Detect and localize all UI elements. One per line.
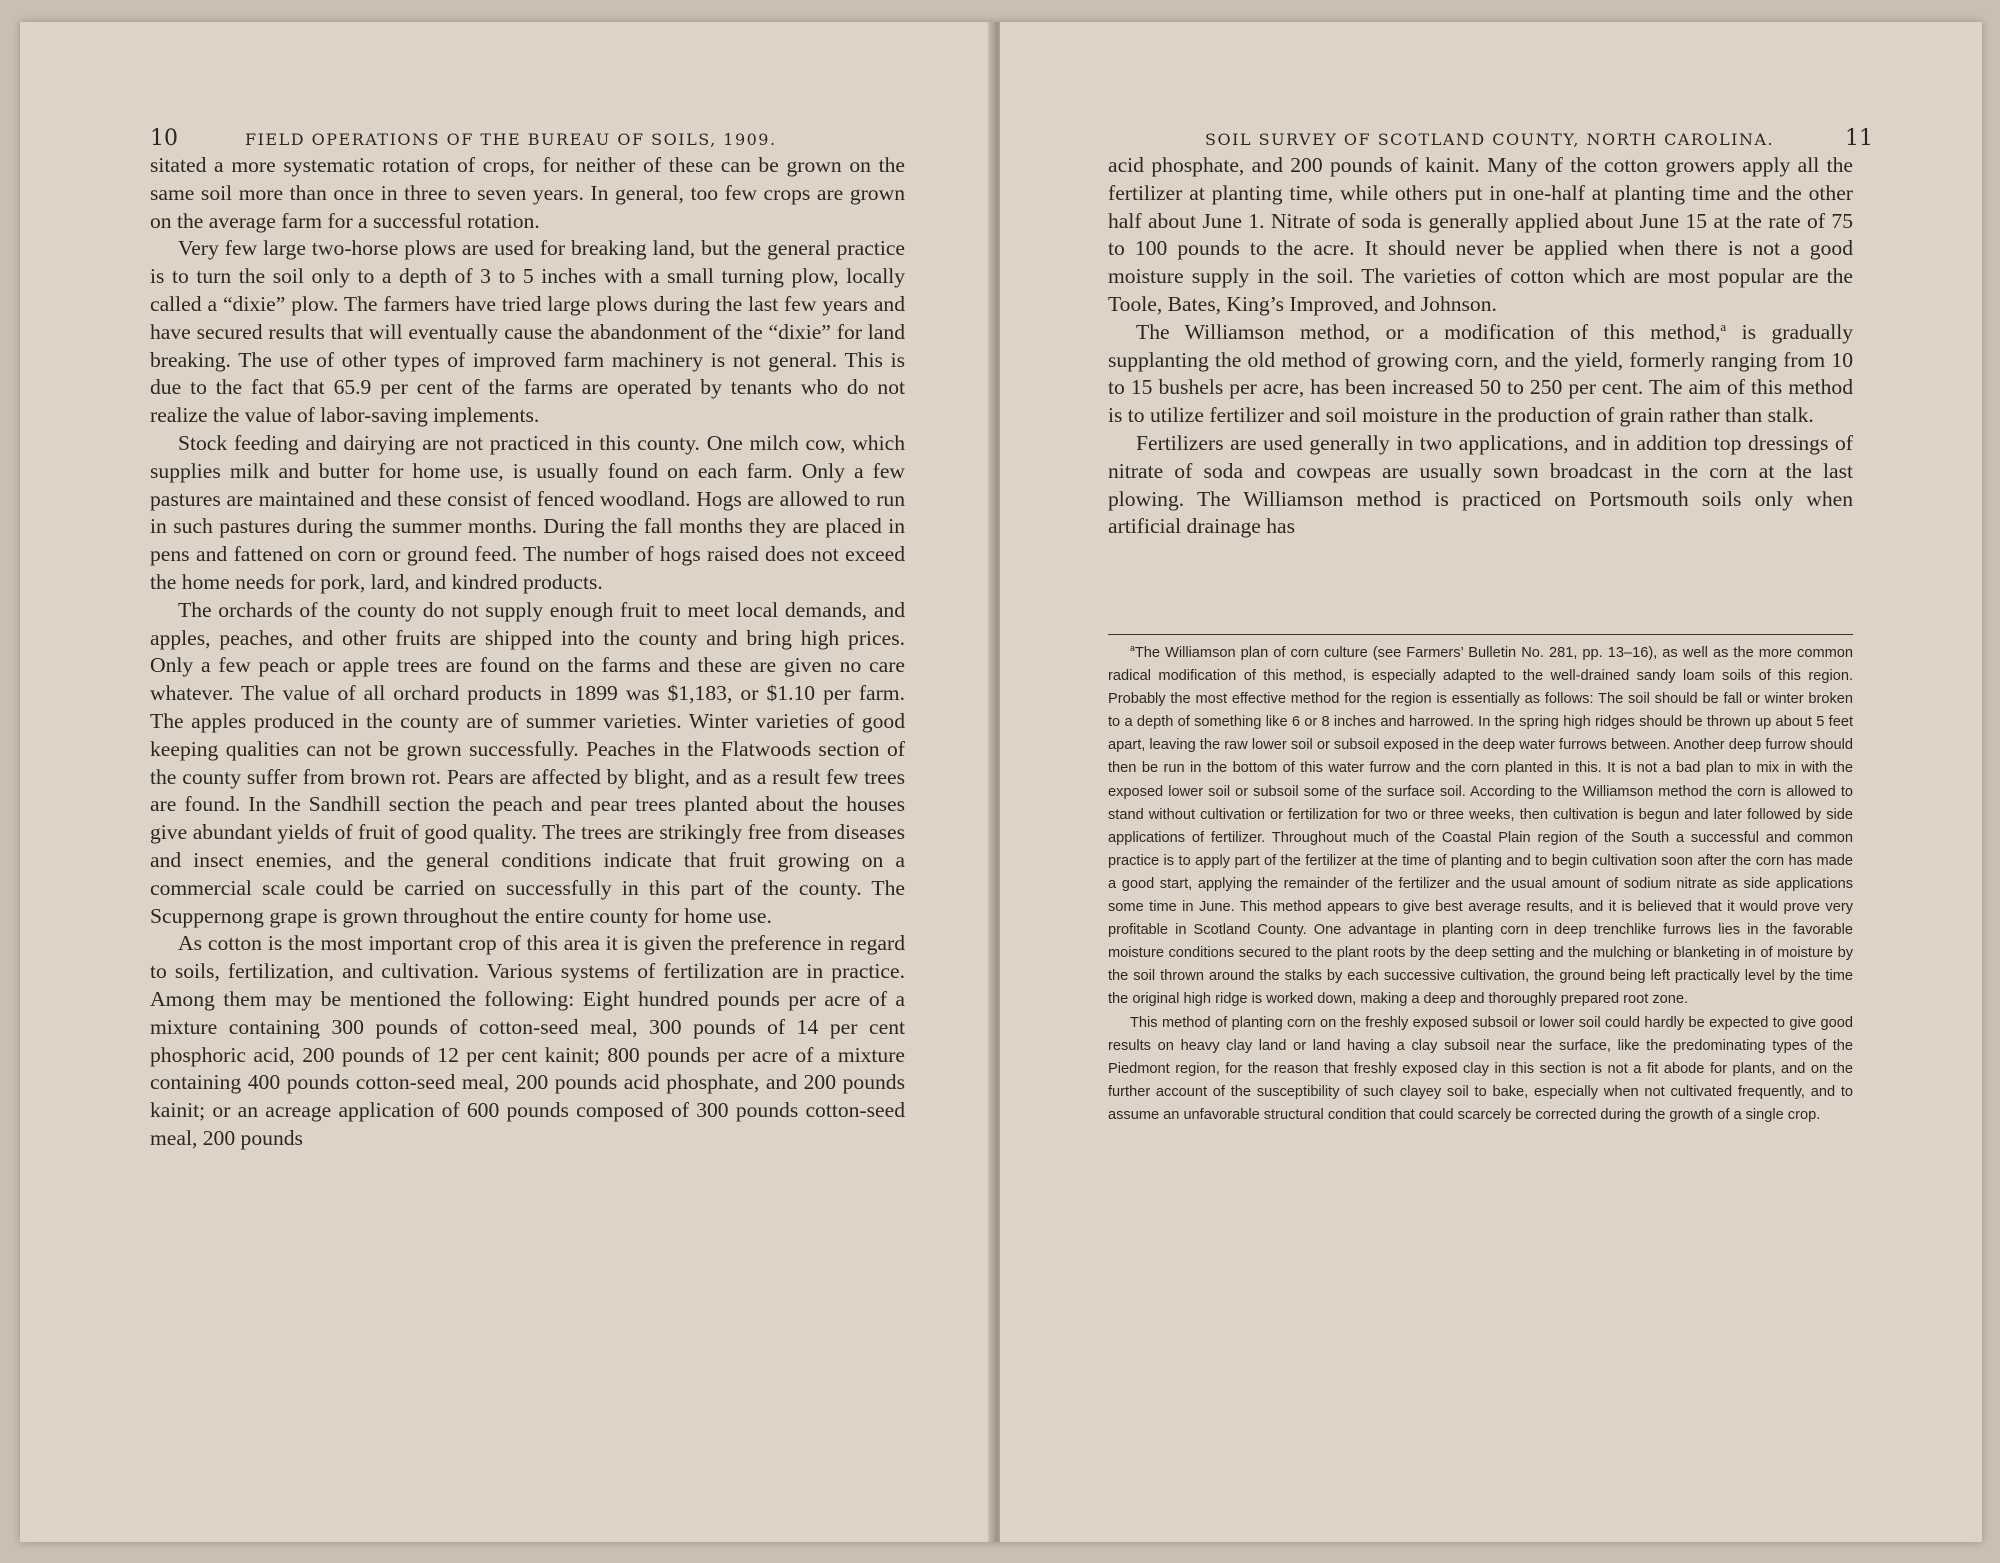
left-paragraph-2: Very few large two-horse plows are used for breaking land, but the general practice is to turn the soil only to a depth of 3 to 5 inches with a small turning plow, locally called a “dixie” plow. The farmers have tried large plows during the last few years and have secured results that will eventually cause the abandonment of the “dixie” for land breaking. The use of other types of improved farm machinery is not general. This is due to the fact that 65.9 per cent of the farms are operated by tenants who do not realize the value of labor-saving implements. (150, 236, 905, 428)
left-page-number: 10 (150, 126, 178, 151)
right-page-body (1108, 152, 1853, 541)
footnote-paragraph-1 (1108, 642, 1853, 1012)
left-paragraph-4: The orchards of the county do not supply enough fruit to meet local demands, and apples, peaches, and other fruits are shipped into the county and bring high prices. Only a few peach or apple trees are found on the farms and these are given no care whatever. The value of all orchard products in 1899 was $1,183, or $1.10 per farm. The apples produced in the county are of summer varieties. Winter varieties of good keeping qualities can not be grown successfully. Peaches in the Flatwoods section of the county suffer from brown rot. Pears are affected by blight, and as a result few trees are found. In the Sandhill section the peach and pear trees planted about the houses give abundant yields of fruit of good quality. The trees are strikingly free from diseases and insect enemies, and the general conditions indicate that fruit growing on a commercial scale could be carried on successfully in this part of the county. The Scuppernong grape is grown throughout the entire county for home use. (150, 597, 905, 928)
left-paragraph-3: Stock feeding and dairying are not practiced in this county. One milch cow, which supplies milk and butter for home use, is usually found on each farm. Only a few pastures are maintained and these consist of fenced woodland. Hogs are allowed to run in such pastures during the summer months. During the fall months they are placed in pens and fattened on corn or ground feed. The number of hogs raised does not exceed the home needs for pork, lard, and kindred products. (150, 430, 905, 594)
book-spread (20, 22, 1982, 1542)
left-page (20, 22, 996, 1542)
right-paragraph-3: Fertilizers are used generally in two applications, and in addition top dressings of nitrate of soda and cowpeas are usually sown broadcast in the corn at the last plowing. The Williamson method is practiced on Portsmouth soils only when artificial drainage has (1108, 430, 1853, 539)
footnote-marker: a (1130, 643, 1135, 654)
left-paragraph-5: As cotton is the most important crop of this area it is given the preference in regard to soils, fertilization, and cultivation. Various systems of fertilization are in practice. Among them may be mentioned the following: Eight hundred pounds per acre of a mixture containing 300 pounds of cotton-seed meal, 300 pounds of 14 per cent phosphoric acid, 200 pounds of 12 per cent kainit; 800 pounds per acre of a mixture containing 400 pounds cotton-seed meal, 200 pounds acid phosphate, and 200 pounds kainit; or an acreage application of 600 pounds composed of 300 pounds cotton-seed meal, 200 pounds (150, 931, 905, 1150)
left-running-header: FIELD OPERATIONS OF THE BUREAU OF SOILS, 1909. (245, 130, 777, 149)
footnote-paragraph-2: This method of planting corn on the freshly exposed subsoil or lower soil could hardly be expected to give good results on heavy clay land or land having a clay subsoil near the surface, like the predominating types of the Piedmont region, for the reason that freshly exposed clay in this section is not a fit abode for plants, and on the further account of the susceptibility of such clayey soil to bake, especially when not cultivated frequently, and to assume an unfavorable structural condition that could scarcely be corrected during the growth of a single crop. (1108, 1014, 1853, 1123)
left-page-body (150, 152, 905, 1153)
right-page (1000, 22, 1982, 1542)
footnote-reference: a (1720, 318, 1727, 334)
right-paragraph-1: acid phosphate, and 200 pounds of kainit. Many of the cotton growers apply all the fertilizer at planting time, while others put in one-half at planting time and the other half about June 1. Nitrate of soda is generally applied about June 15 at the rate of 75 to 100 pounds to the acre. It should never be applied when there is not a good moisture supply in the soil. The varieties of cotton which are most popular are the Toole, Bates, King’s Improved, and Johnson. (1108, 153, 1853, 316)
footnote-divider (1108, 634, 1853, 635)
left-paragraph-1: sitated a more systematic rotation of crops, for neither of these can be grown on the same soil more than once in three to seven years. In general, too few crops are grown on the average farm for a successful rotation. (150, 153, 905, 233)
right-paragraph-2-end: is gradually supplanting the old method of growing corn, and the yield, formerly ranging from 10 to 15 bushels per acre, has been increased 50 to 250 per cent. The aim of this method is to utilize fertilizer and soil moisture in the production of grain rather than stalk. (1108, 319, 1853, 428)
right-paragraph-2-start: The Williamson method, or a modification of this method, (1136, 319, 1721, 344)
footnote (1108, 642, 1853, 1127)
right-paragraph-2 (1108, 319, 1853, 430)
footnote-text-1: The Williamson plan of corn culture (see Farmers’ Bulletin No. 281, pp. 13–16), as well as the more common radical modification of this method, is especially adapted to the well-drained sandy loam soils of this region. Probably the most effective method for the region is essentially as follows: The soil should be fall or winter broken to a depth of something like 6 or 8 inches and harrowed. In the spring high ridges should be thrown up about 5 feet apart, leaving the raw lower soil or subsoil exposed in the deep water furrows between. Another deep furrow should then be run in the bottom of this water furrow and the corn planted in this. It is not a bad plan to mix in with the exposed lower soil or subsoil some of the surface soil. According to the Williamson method the corn is allowed to stand without cultivation or fertilization for two or three weeks, then cultivation is begun and later followed by side applications of fertilizer. Throughout much of the Coastal Plain region of the South a successful and common practice is to apply part of the fertilizer at the time of planting and to begin cultivation soon after the corn has made a good start, applying the remainder of the fertilizer and the usual amount of sodium nitrate as side applications some time in June. This method appears to give best average results, and it is believed that it would prove very profitable in Scotland County. One advantage in planting corn in deep trenchlike furrows lies in the favorable moisture conditions secured to the plant roots by the deep setting and the mulching or blanketing in of moisture by the soil thrown around the stalks by each successive cultivation, the ground being left practically level by the time the original high ridge is worked down, making a deep and thoroughly prepared root zone. (1108, 645, 1853, 1008)
right-running-header: SOIL SURVEY OF SCOTLAND COUNTY, NORTH CAROLINA. (1205, 130, 1775, 149)
right-page-number: 11 (1845, 126, 1873, 151)
